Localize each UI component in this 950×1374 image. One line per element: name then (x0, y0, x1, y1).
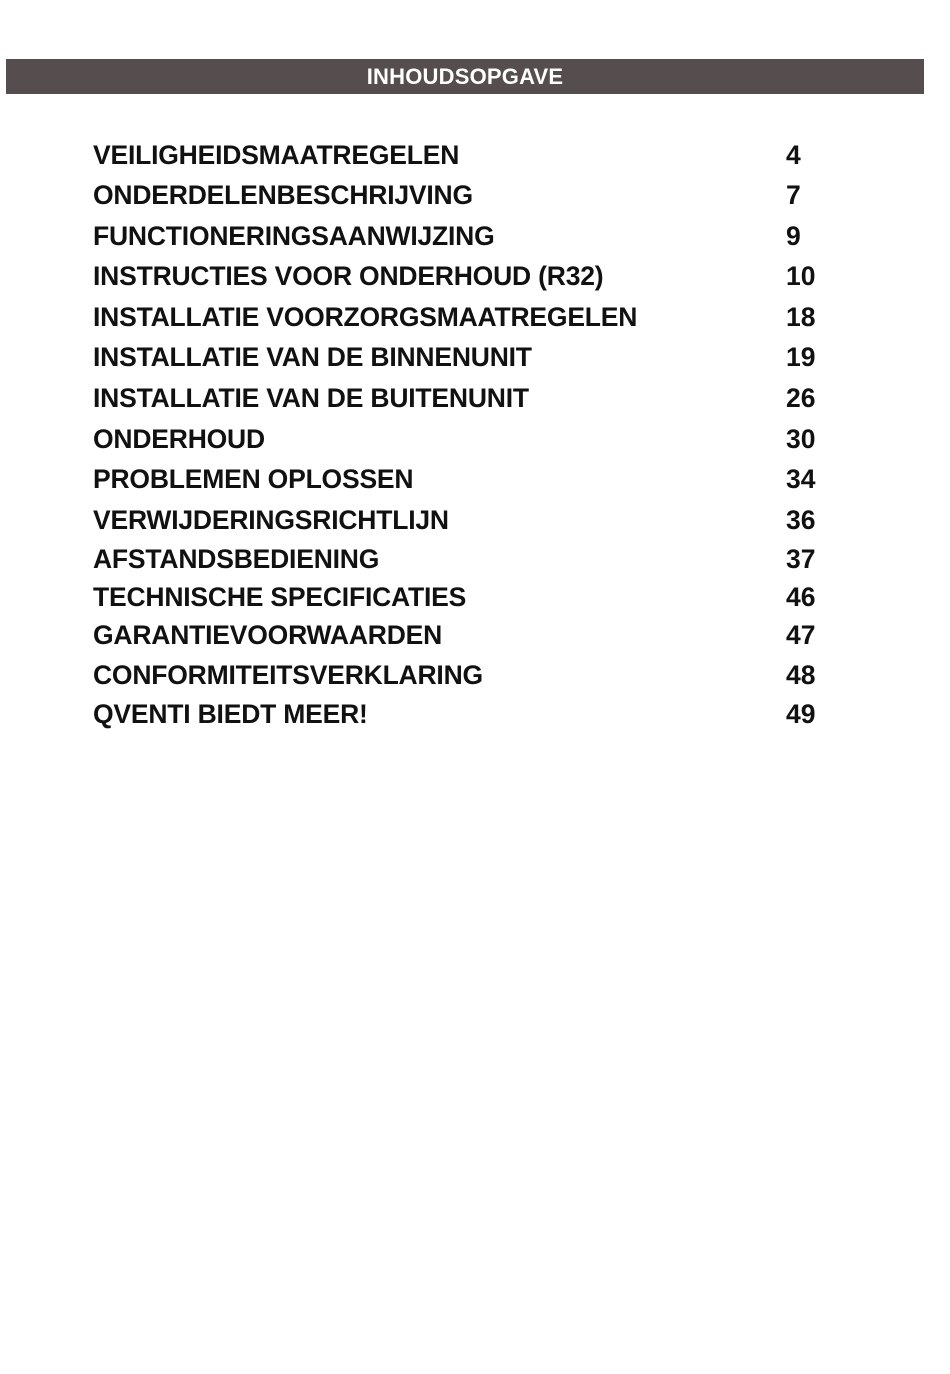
toc-entry-page: 36 (786, 505, 816, 535)
toc-entry-page: 4 (786, 140, 801, 170)
toc-entry[interactable] (93, 140, 853, 176)
toc-entry-label: TECHNISCHE SPECIFICATIES (93, 582, 467, 612)
toc-entry-label: INSTRUCTIES VOOR ONDERHOUD (R32) (93, 261, 604, 291)
toc-entry[interactable] (93, 302, 853, 338)
toc-entry[interactable] (93, 582, 853, 618)
toc-entry-page: 30 (786, 424, 816, 454)
toc-entry-label: CONFORMITEITSVERKLARING (93, 660, 483, 690)
toc-entry-page: 48 (786, 660, 816, 690)
toc-entry-label: ONDERDELENBESCHRIJVING (93, 180, 473, 210)
toc-entry-label: INSTALLATIE VAN DE BINNENUNIT (93, 342, 532, 372)
toc-entry[interactable] (93, 464, 853, 500)
toc-entry-label: INSTALLATIE VAN DE BUITENUNIT (93, 383, 529, 413)
toc-entry[interactable] (93, 383, 853, 419)
toc-entry-page: 46 (786, 582, 816, 612)
toc-entry-page: 18 (786, 302, 816, 332)
toc-entry-label: PROBLEMEN OPLOSSEN (93, 464, 414, 494)
toc-entry-label: AFSTANDSBEDIENING (93, 544, 380, 574)
toc-entry[interactable] (93, 261, 853, 297)
toc-entry[interactable] (93, 342, 853, 378)
toc-entry-page: 19 (786, 342, 816, 372)
toc-entry[interactable] (93, 620, 853, 656)
toc-entry-page: 26 (786, 383, 816, 413)
toc-entry-label: ONDERHOUD (93, 424, 265, 454)
toc-entry-page: 9 (786, 221, 801, 251)
toc-entry[interactable] (93, 505, 853, 541)
toc-entry-page: 47 (786, 620, 816, 650)
toc-entry[interactable] (93, 180, 853, 216)
toc-entry-page: 34 (786, 464, 816, 494)
page-title: INHOUDSOPGAVE (366, 63, 564, 89)
toc-entry-label: VERWIJDERINGSRICHTLIJN (93, 505, 449, 535)
toc-entry-label: GARANTIEVOORWAARDEN (93, 620, 443, 650)
toc-entry-page: 37 (786, 544, 816, 574)
toc-entry-label: VEILIGHEIDSMAATREGELEN (93, 140, 460, 170)
toc-entry[interactable] (93, 221, 853, 257)
toc-entry[interactable] (93, 660, 853, 696)
toc-entry-page: 10 (786, 261, 816, 291)
toc-entry[interactable] (93, 424, 853, 460)
toc-entry-label: FUNCTIONERINGSAANWIJZING (93, 221, 495, 251)
toc-entry[interactable] (93, 544, 853, 580)
toc-entry-label: INSTALLATIE VOORZORGSMAATREGELEN (93, 302, 638, 332)
toc-entry[interactable] (93, 699, 853, 735)
toc-entry-page: 7 (786, 180, 801, 210)
toc-entry-label: QVENTI BIEDT MEER! (93, 699, 368, 729)
toc-entry-page: 49 (786, 699, 816, 729)
